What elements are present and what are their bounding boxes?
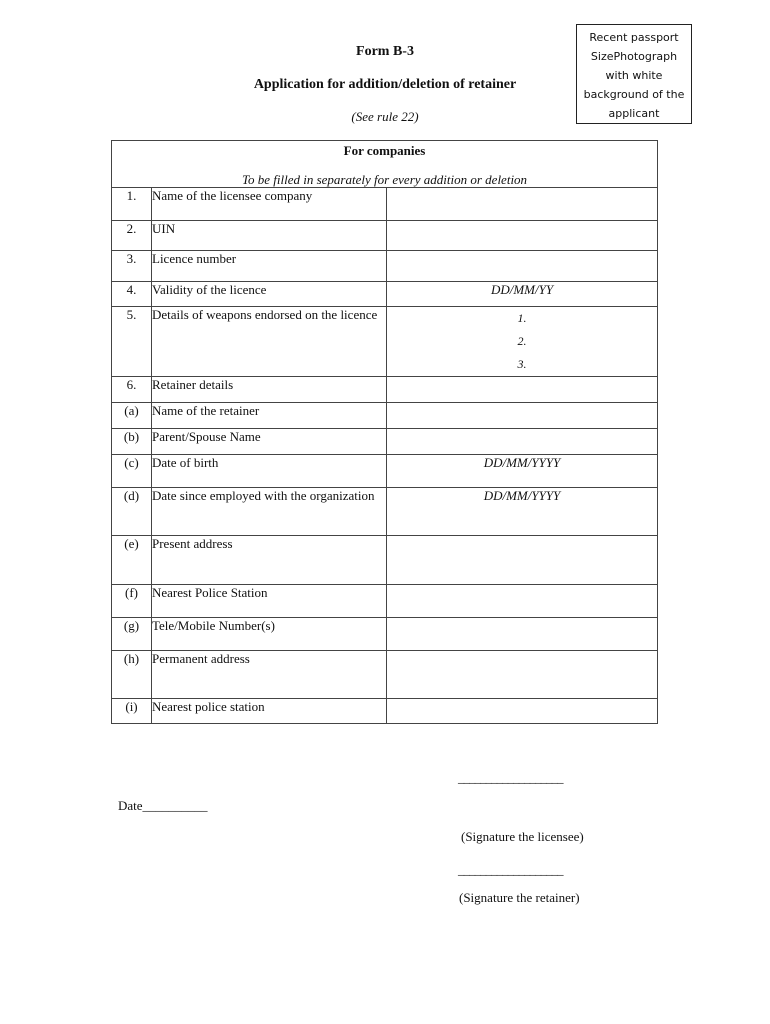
row-label: Retainer details [152, 377, 387, 403]
row-number: 3. [112, 251, 152, 282]
parent-spouse-name-field[interactable] [387, 429, 658, 455]
row-number: (i) [112, 699, 152, 724]
permanent-address-field[interactable] [387, 651, 658, 699]
uin-field[interactable] [387, 221, 658, 251]
section-heading: For companies [343, 143, 426, 158]
licensee-company-field[interactable] [387, 188, 658, 221]
retainer-signature-line[interactable]: ___________________ [458, 862, 563, 877]
table-row [112, 377, 658, 403]
row-label: Name of the retainer [152, 403, 387, 429]
row-number: (b) [112, 429, 152, 455]
row-number: (c) [112, 455, 152, 488]
row-number: (f) [112, 585, 152, 618]
row-label: Parent/Spouse Name [152, 429, 387, 455]
row-number: 5. [112, 307, 152, 377]
row-number: 4. [112, 282, 152, 307]
date-of-birth-field[interactable]: DD/MM/YYYY [387, 455, 658, 488]
retainer-name-field[interactable] [387, 403, 658, 429]
row-label: Nearest police station [152, 699, 387, 724]
table-row [112, 429, 658, 455]
row-label: Date since employed with the organization [152, 488, 387, 536]
row-label: Details of weapons endorsed on the licence [152, 307, 387, 377]
table-heading-row [112, 141, 658, 188]
phone-number-field[interactable] [387, 618, 658, 651]
employment-date-field[interactable]: DD/MM/YYYY [387, 488, 658, 536]
licensee-signature-line[interactable]: ___________________ [458, 770, 563, 785]
licence-validity-field[interactable]: DD/MM/YY [387, 282, 658, 307]
licensee-signature-label: (Signature the licensee) [461, 829, 584, 844]
date-field[interactable]: Date__________ [118, 798, 208, 813]
row-number: 2. [112, 221, 152, 251]
retainer-details-field [387, 377, 658, 403]
permanent-police-station-field[interactable] [387, 699, 658, 724]
row-number: 1. [112, 188, 152, 221]
table-row [112, 618, 658, 651]
licence-number-field[interactable] [387, 251, 658, 282]
application-form-table [111, 140, 658, 724]
weapons-details-field[interactable] [387, 307, 658, 377]
row-label: Date of birth [152, 455, 387, 488]
table-row [112, 403, 658, 429]
weapon-item: 1. [517, 311, 527, 325]
photo-instruction-line: Recent passport [589, 31, 679, 44]
row-label: Licence number [152, 251, 387, 282]
table-row [112, 488, 658, 536]
row-label: Validity of the licence [152, 282, 387, 307]
photo-instruction-line: applicant [608, 107, 660, 120]
photo-instruction-line: with white [605, 69, 663, 82]
photo-instruction-line: background of the [583, 88, 685, 101]
weapon-item: 2. [517, 334, 527, 348]
row-number: (h) [112, 651, 152, 699]
table-row [112, 455, 658, 488]
photo-instruction-line: SizePhotograph [590, 50, 678, 63]
weapon-item: 3. [517, 357, 527, 371]
row-label: Tele/Mobile Number(s) [152, 618, 387, 651]
table-row [112, 651, 658, 699]
table-row [112, 282, 658, 307]
row-label: Name of the licensee company [152, 188, 387, 221]
row-label: Permanent address [152, 651, 387, 699]
row-number: (a) [112, 403, 152, 429]
table-row [112, 699, 658, 724]
present-address-field[interactable] [387, 536, 658, 585]
row-number: (e) [112, 536, 152, 585]
table-row [112, 188, 658, 221]
table-row [112, 307, 658, 377]
form-rule-reference: (See rule 22) [351, 109, 419, 124]
row-number: (g) [112, 618, 152, 651]
row-label: Nearest Police Station [152, 585, 387, 618]
nearest-police-station-field[interactable] [387, 585, 658, 618]
form-title: Form B-3 [356, 44, 414, 59]
form-subtitle: Application for addition/deletion of retainer [253, 77, 517, 92]
table-heading-cell [112, 141, 658, 188]
table-row [112, 536, 658, 585]
retainer-signature-label: (Signature the retainer) [459, 890, 580, 905]
section-note: To be filled in separately for every addition or deletion [241, 172, 528, 187]
table-row [112, 251, 658, 282]
row-label: Present address [152, 536, 387, 585]
table-row [112, 221, 658, 251]
table-row [112, 585, 658, 618]
row-number: (d) [112, 488, 152, 536]
row-label: UIN [152, 221, 387, 251]
row-number: 6. [112, 377, 152, 403]
